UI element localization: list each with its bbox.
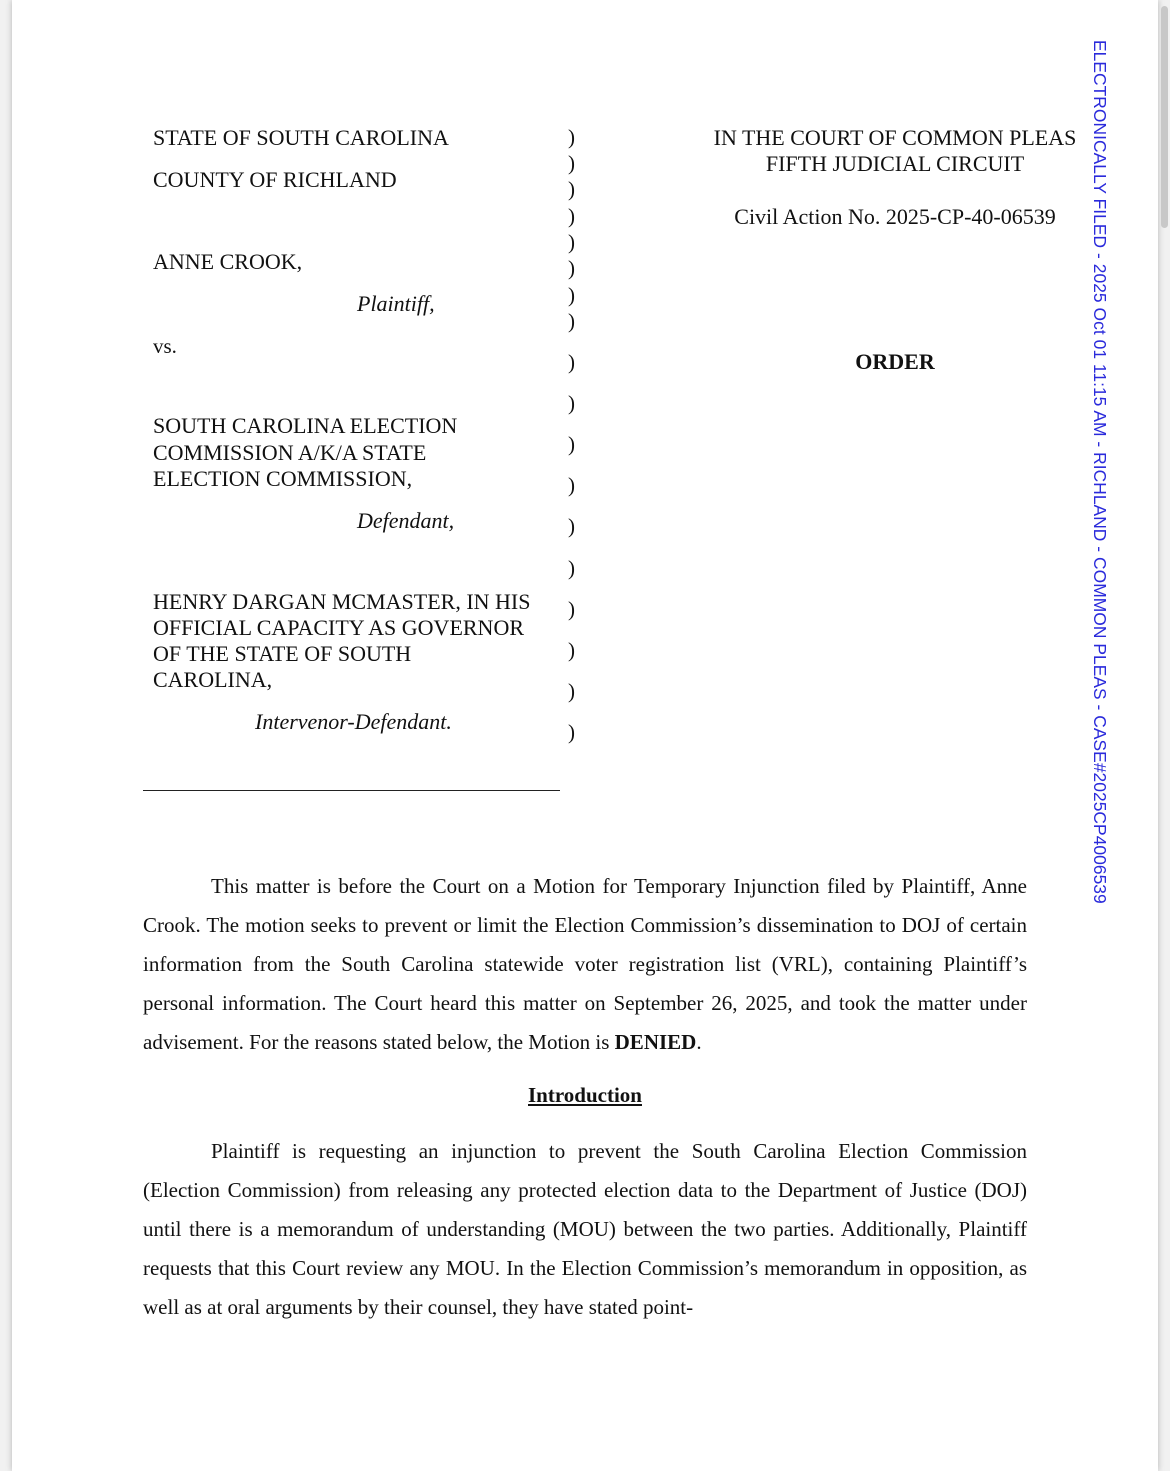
caption-paren: ) <box>568 556 575 580</box>
caption-paren: ) <box>568 177 575 201</box>
caption-paren: ) <box>568 309 575 333</box>
caption-paren: ) <box>568 473 575 497</box>
paragraph-2-text: Plaintiff is requesting an injunction to prevent the South Carolina Election Commission (Election Commission) from releasing any protected election data to the Department of Justice (DOJ) until there is a memorandum of understanding (MOU) between the two parties. Additionally, Plaintiff requests that this Court review any MOU. In the Election Commission’s memorandum in opposition, as well as at oral arguments by their counsel, they have stated point- <box>143 1139 1027 1319</box>
filing-stamp: ELECTRONICALLY FILED - 2025 Oct 01 11:15 AM - RICHLAND - COMMON PLEAS - CASE#2025CP4006539 <box>1090 40 1110 904</box>
defendant-line-1: SOUTH CAROLINA ELECTION <box>153 413 458 438</box>
caption-paren: ) <box>568 638 575 662</box>
plaintiff-name: ANNE CROOK, <box>153 249 303 274</box>
intervenor-line-3: OF THE STATE OF SOUTH <box>153 641 412 666</box>
caption-paren: ) <box>568 391 575 415</box>
court-circuit: FIFTH JUDICIAL CIRCUIT <box>765 151 1025 176</box>
caption-paren: ) <box>568 350 575 374</box>
paragraph-1-end: . <box>696 1030 702 1054</box>
caption-paren: ) <box>568 125 575 149</box>
denied-ruling: DENIED <box>614 1030 697 1054</box>
caption-paren: ) <box>568 432 575 456</box>
caption-rule <box>143 790 560 791</box>
caption-paren: ) <box>568 283 575 307</box>
paragraph-1-text: This matter is before the Court on a Motion for Temporary Injunction filed by Plaintiff, Anne Crook. The motion seeks to prevent or limit the Election Commission’s dissemination to DOJ of certain information from the South Carolina statewide voter registration list (VRL), containing Plaintiff’s personal information. The Court heard this matter on September 26, 2025, and took the matter under advisement. For the reasons stated below, the Motion is <box>143 874 1027 1054</box>
plaintiff-role: Plaintiff, <box>357 291 435 316</box>
court-name: IN THE COURT OF COMMON PLEAS <box>713 125 1077 150</box>
intervenor-line-4: CAROLINA, <box>153 667 273 692</box>
versus: vs. <box>153 334 177 358</box>
paragraph-1 <box>143 867 1027 1062</box>
intervenor-line-1: HENRY DARGAN MCMASTER, IN HIS <box>153 589 531 614</box>
defendant-line-3: ELECTION COMMISSION, <box>153 466 413 491</box>
paragraph-2 <box>143 1132 1027 1327</box>
caption-paren: ) <box>568 204 575 228</box>
caption-paren: ) <box>568 151 575 175</box>
defendant-line-2: COMMISSION A/K/A STATE <box>153 440 427 465</box>
intervenor-role: Intervenor-Defendant. <box>255 709 452 734</box>
document-title: ORDER <box>855 349 935 374</box>
case-number: Civil Action No. 2025-CP-40-06539 <box>734 204 1056 229</box>
caption-paren: ) <box>568 597 575 621</box>
caption-paren: ) <box>568 679 575 703</box>
section-heading: Introduction <box>528 1083 642 1107</box>
defendant-role: Defendant, <box>357 508 455 533</box>
caption-paren: ) <box>568 720 575 744</box>
caption-state: STATE OF SOUTH CAROLINA <box>153 125 449 150</box>
caption-paren: ) <box>568 256 575 280</box>
caption-county: COUNTY OF RICHLAND <box>153 167 397 192</box>
scrollbar-thumb[interactable] <box>1161 6 1168 228</box>
caption-paren: ) <box>568 230 575 254</box>
caption-paren: ) <box>568 514 575 538</box>
intervenor-line-2: OFFICIAL CAPACITY AS GOVERNOR <box>153 615 525 640</box>
